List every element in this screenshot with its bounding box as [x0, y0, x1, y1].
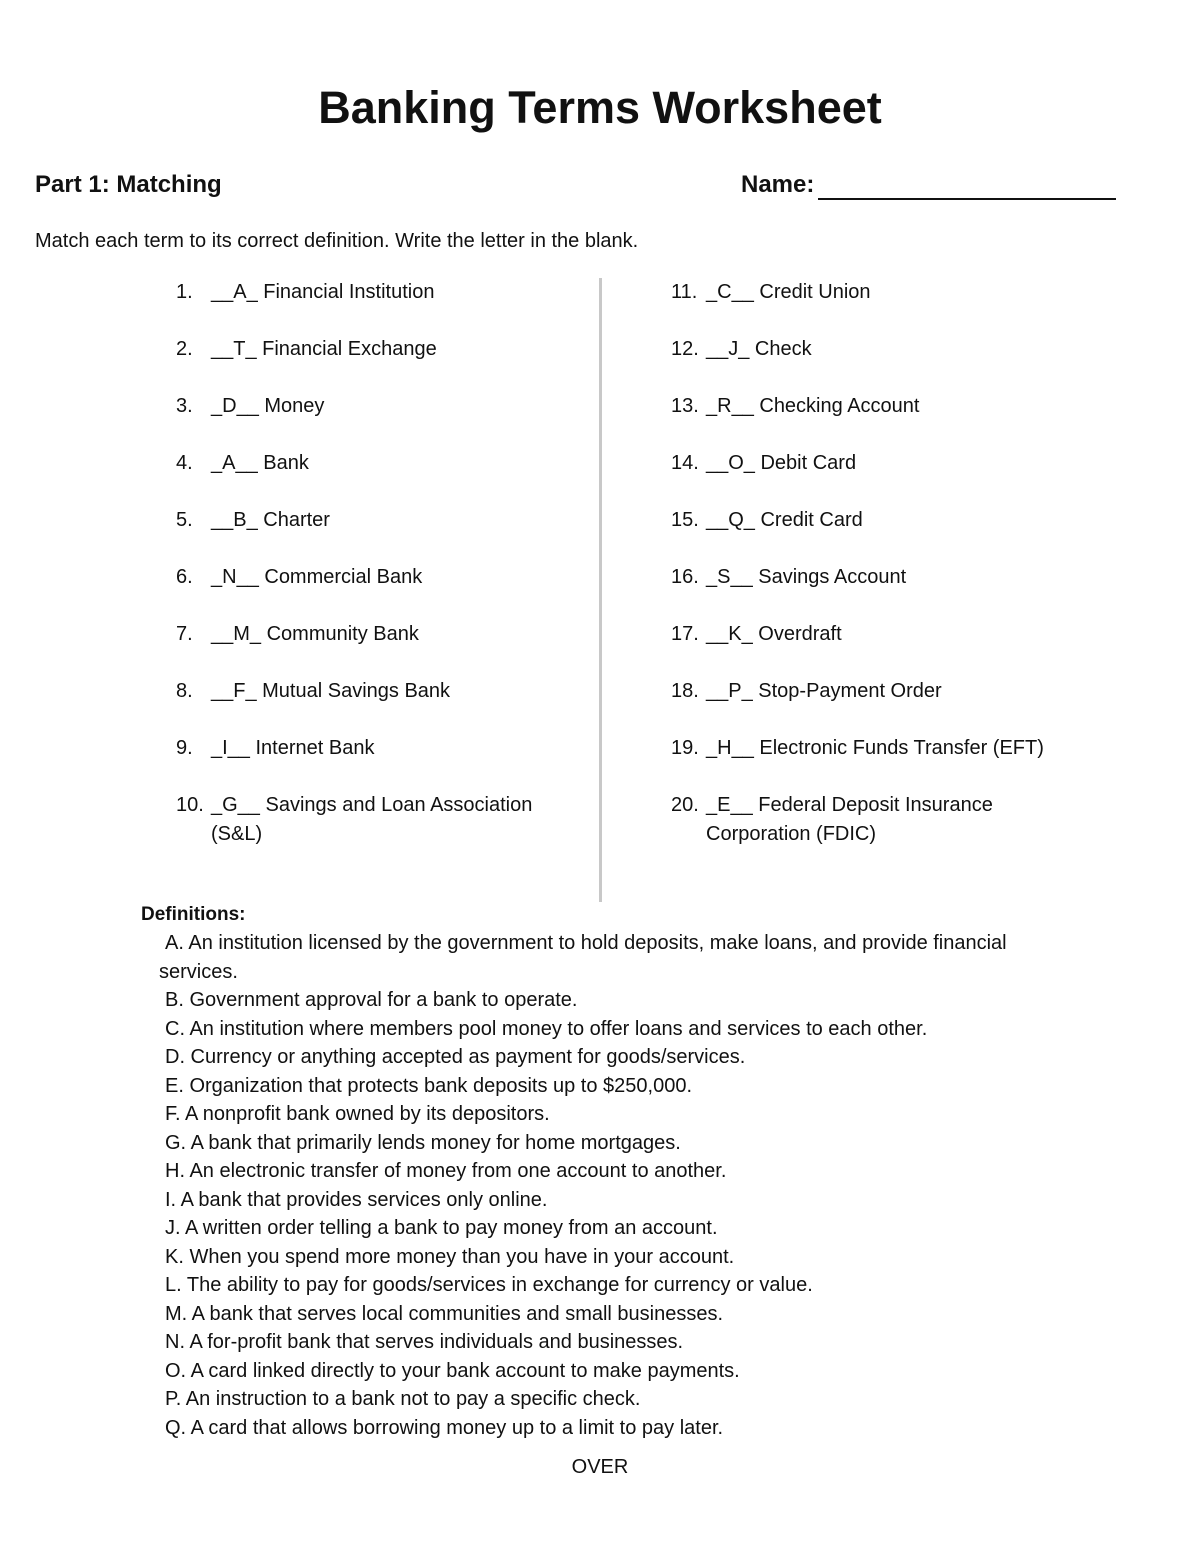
term-text: __A_ Financial Institution: [211, 281, 435, 303]
term-item: [671, 392, 1071, 421]
footer-over: OVER: [571, 1456, 629, 1478]
term-text: _E__ Federal Deposit Insurance Corporation (FDIC): [706, 794, 993, 845]
term-text: _D__ Money: [211, 395, 325, 417]
definition-item: F. A nonprofit bank owned by its depositors.: [165, 1103, 550, 1125]
term-item: [176, 620, 586, 649]
definition-item: H. An electronic transfer of money from one account to another.: [165, 1160, 727, 1182]
definition-item: M. A bank that serves local communities and small businesses.: [165, 1302, 724, 1325]
term-item: [671, 278, 1071, 307]
term-number: 18.: [671, 680, 699, 702]
term-item: [671, 791, 1071, 848]
term-number: 13.: [671, 395, 699, 417]
definitions-list: [159, 929, 1039, 1442]
term-text: _S__ Savings Account: [706, 566, 907, 588]
term-text: _N__ Commercial Bank: [211, 566, 423, 588]
term-number: 3.: [176, 395, 193, 417]
term-text: _C__ Credit Union: [706, 281, 871, 303]
terms-left-column: [176, 278, 586, 877]
term-item: [176, 677, 586, 706]
definition-item: C. An institution where members pool money to offer loans and services to each other.: [165, 1017, 928, 1040]
name-blank-line[interactable]: [818, 172, 1116, 200]
definition-item: G. A bank that primarily lends money for home mortgages.: [165, 1131, 681, 1154]
term-text: __F_ Mutual Savings Bank: [211, 680, 451, 702]
term-item: [176, 563, 586, 592]
term-number: 11.: [671, 281, 698, 303]
term-item: [176, 791, 586, 848]
term-item: [671, 734, 1071, 763]
term-text: _A__ Bank: [211, 452, 309, 474]
term-item: [671, 620, 1071, 649]
part-title: Part 1: Matching: [35, 171, 222, 198]
definition-item: B. Government approval for a bank to operate.: [165, 989, 578, 1011]
term-number: 15.: [671, 509, 699, 531]
term-number: 9.: [176, 737, 193, 759]
term-number: 5.: [176, 509, 193, 531]
term-text: __T_ Financial Exchange: [211, 338, 437, 360]
term-text: __P_ Stop-Payment Order: [706, 680, 942, 702]
terms-right-column: [671, 278, 1071, 877]
term-number: 4.: [176, 452, 193, 474]
term-number: 20.: [671, 794, 699, 816]
term-number: 7.: [176, 623, 193, 645]
definition-item: E. Organization that protects bank deposits up to $250,000.: [165, 1074, 693, 1097]
definition-item: P. An instruction to a bank not to pay a specific check.: [165, 1388, 641, 1410]
term-number: 8.: [176, 680, 193, 702]
term-number: 2.: [176, 338, 193, 360]
term-text: __O_ Debit Card: [706, 452, 857, 474]
term-number: 19.: [671, 737, 699, 759]
term-item: [671, 449, 1071, 478]
term-text: _G__ Savings and Loan Association (S&L): [211, 794, 533, 845]
term-number: 14.: [671, 452, 699, 474]
term-item: [176, 734, 586, 763]
term-text: __B_ Charter: [211, 509, 330, 531]
definition-item: I. A bank that provides services only online.: [165, 1188, 548, 1211]
term-number: 17.: [671, 623, 699, 645]
term-item: [176, 392, 586, 421]
term-number: 12.: [671, 338, 699, 360]
name-field: [741, 170, 1116, 200]
term-text: __M_ Community Bank: [211, 623, 419, 645]
definition-text: A. An institution licensed by the government to hold deposits, make loans, and provide financial services.: [159, 932, 1007, 983]
term-text: __K_ Overdraft: [706, 623, 842, 645]
definition-item: K. When you spend more money than you have in your account.: [165, 1245, 735, 1268]
definition-item: N. A for-profit bank that serves individuals and businesses.: [165, 1331, 684, 1353]
term-item: [176, 335, 586, 364]
instructions: Match each term to its correct definition. Write the letter in the blank.: [35, 230, 639, 252]
term-item: [671, 335, 1071, 364]
term-number: 10.: [176, 794, 204, 816]
term-item: [671, 677, 1071, 706]
worksheet-title: Banking Terms Worksheet: [318, 82, 882, 133]
definition-item: Q. A card that allows borrowing money up to a limit to pay later.: [165, 1416, 724, 1439]
column-divider: [599, 278, 602, 902]
term-item: [671, 563, 1071, 592]
term-item: [176, 449, 586, 478]
term-text: __J_ Check: [706, 338, 812, 360]
definitions-heading: Definitions:: [141, 904, 246, 925]
term-text: _R__ Checking Account: [706, 395, 920, 417]
definition-item: L. The ability to pay for goods/services in exchange for currency or value.: [165, 1274, 813, 1296]
term-text: _I__ Internet Bank: [211, 737, 375, 759]
term-number: 1.: [176, 281, 193, 303]
definition-item: J. A written order telling a bank to pay money from an account.: [165, 1217, 718, 1239]
definition-item: [159, 929, 1039, 986]
term-item: [176, 278, 586, 307]
term-item: [671, 506, 1071, 535]
definition-item: O. A card linked directly to your bank account to make payments.: [165, 1359, 740, 1382]
term-text: _H__ Electronic Funds Transfer (EFT): [706, 737, 1044, 759]
term-number: 16.: [671, 566, 699, 588]
term-text: __Q_ Credit Card: [706, 509, 863, 531]
definition-item: D. Currency or anything accepted as payment for goods/services.: [165, 1046, 746, 1068]
term-number: 6.: [176, 566, 193, 588]
term-item: [176, 506, 586, 535]
name-label: Name:: [741, 171, 815, 198]
